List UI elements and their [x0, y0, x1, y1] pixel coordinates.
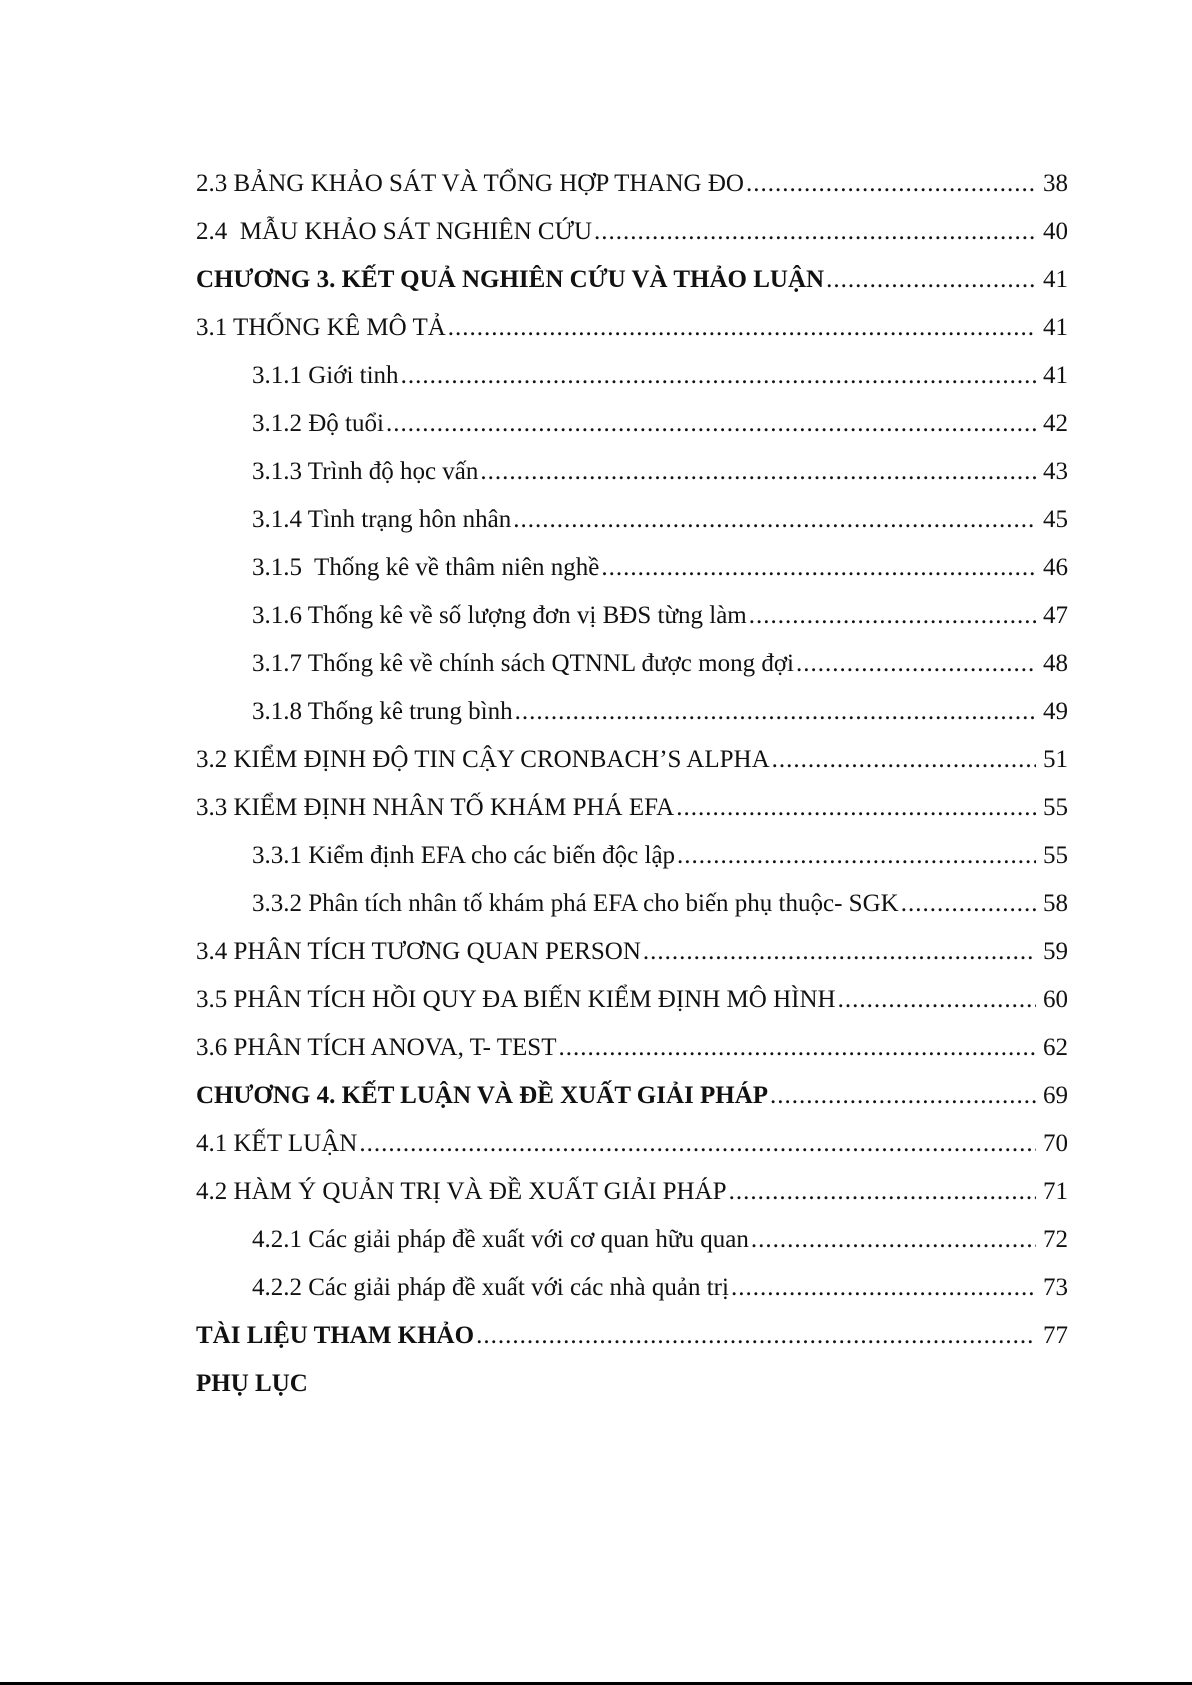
toc-entry[interactable] — [196, 1216, 1068, 1264]
toc-entry[interactable] — [196, 592, 1068, 640]
toc-entry[interactable] — [196, 688, 1068, 736]
table-of-contents — [196, 160, 1068, 1408]
toc-entry[interactable] — [196, 832, 1068, 880]
toc-dot-leader — [796, 640, 1036, 688]
toc-entry[interactable] — [196, 640, 1068, 688]
toc-entry-title: 3.1 THỐNG KÊ MÔ TẢ — [196, 314, 446, 341]
toc-page-number: 72 — [1043, 1226, 1068, 1253]
toc-page-number: 41 — [1043, 266, 1068, 293]
toc-entry[interactable] — [196, 880, 1068, 928]
toc-page-number: 62 — [1043, 1034, 1068, 1061]
toc-entry[interactable] — [196, 448, 1068, 496]
toc-entry-title: 3.1.5 Thống kê về thâm niên nghề — [252, 554, 600, 581]
toc-page-number: 59 — [1043, 938, 1068, 965]
toc-page-number: 70 — [1043, 1130, 1068, 1157]
toc-page-number: 73 — [1043, 1274, 1068, 1301]
toc-dot-leader — [480, 448, 1036, 496]
toc-entry[interactable] — [196, 736, 1068, 784]
toc-page-number: 49 — [1043, 698, 1068, 725]
toc-entry-title: 3.3 KIỂM ĐỊNH NHÂN TỐ KHÁM PHÁ EFA — [196, 794, 675, 821]
toc-entry-title: 3.4 PHÂN TÍCH TƯƠNG QUAN PERSON — [196, 938, 641, 965]
toc-entry[interactable] — [196, 352, 1068, 400]
toc-page-number: 43 — [1043, 458, 1068, 485]
toc-entry[interactable] — [196, 1120, 1068, 1168]
toc-dot-leader — [386, 400, 1036, 448]
toc-dot-leader — [359, 1120, 1036, 1168]
toc-entry-title: CHƯƠNG 4. KẾT LUẬN VÀ ĐỀ XUẤT GIẢI PHÁP — [196, 1082, 769, 1109]
toc-page-number: 58 — [1043, 890, 1068, 917]
toc-dot-leader — [601, 544, 1036, 592]
toc-page-number: 41 — [1043, 314, 1068, 341]
toc-dot-leader — [515, 688, 1036, 736]
toc-entry-title: 4.2.2 Các giải pháp đề xuất với các nhà quản trị — [252, 1274, 729, 1301]
toc-entry[interactable] — [196, 160, 1068, 208]
toc-entry-title: 3.1.8 Thống kê trung bình — [252, 698, 513, 725]
toc-entry-title: 3.1.1 Giới tinh — [252, 362, 399, 389]
toc-dot-leader — [772, 736, 1036, 784]
toc-page-number: 42 — [1043, 410, 1068, 437]
toc-entry[interactable] — [196, 1072, 1068, 1120]
toc-entry[interactable] — [196, 928, 1068, 976]
toc-dot-leader — [746, 160, 1036, 208]
toc-entry[interactable] — [196, 1360, 1068, 1408]
toc-dot-leader — [513, 496, 1036, 544]
toc-entry-title: 3.1.6 Thống kê về số lượng đơn vị BĐS từng làm — [252, 602, 747, 629]
toc-entry-title: CHƯƠNG 3. KẾT QUẢ NGHIÊN CỨU VÀ THẢO LUẬN — [196, 266, 825, 293]
toc-dot-leader — [594, 208, 1036, 256]
toc-page-number: 51 — [1043, 746, 1068, 773]
toc-page-number: 46 — [1043, 554, 1068, 581]
toc-entry[interactable] — [196, 304, 1068, 352]
toc-entry-title: 3.1.3 Trình độ học vấn — [252, 458, 479, 485]
toc-page-number: 40 — [1043, 218, 1068, 245]
toc-entry-title: 3.1.4 Tình trạng hôn nhân — [252, 506, 512, 533]
toc-entry[interactable] — [196, 400, 1068, 448]
toc-entry[interactable] — [196, 496, 1068, 544]
toc-dot-leader — [770, 1072, 1036, 1120]
toc-entry-title: 3.3.1 Kiểm định EFA cho các biến độc lập — [252, 842, 676, 869]
toc-dot-leader — [476, 1312, 1036, 1360]
toc-entry-title: 4.2 HÀM Ý QUẢN TRỊ VÀ ĐỀ XUẤT GIẢI PHÁP — [196, 1178, 727, 1205]
toc-dot-leader — [643, 928, 1036, 976]
toc-page-number: 48 — [1043, 650, 1068, 677]
toc-entry-title: 3.3.2 Phân tích nhân tố khám phá EFA cho biến phụ thuộc- SGK — [252, 890, 899, 917]
toc-entry[interactable] — [196, 1264, 1068, 1312]
toc-dot-leader — [901, 880, 1036, 928]
toc-entry-title: TÀI LIỆU THAM KHẢO — [196, 1322, 475, 1349]
toc-entry[interactable] — [196, 784, 1068, 832]
toc-page-number: 38 — [1043, 170, 1068, 197]
toc-dot-leader — [838, 976, 1036, 1024]
toc-page-number: 77 — [1043, 1322, 1068, 1349]
toc-page-number: 60 — [1043, 986, 1068, 1013]
toc-dot-leader — [677, 832, 1036, 880]
toc-entry-title: 3.1.2 Độ tuổi — [252, 410, 384, 437]
toc-page-number: 41 — [1043, 362, 1068, 389]
toc-entry[interactable] — [196, 1168, 1068, 1216]
toc-dot-leader — [676, 784, 1036, 832]
toc-entry-title: 3.1.7 Thống kê về chính sách QTNNL được mong đợi — [252, 650, 794, 677]
toc-entry-title: PHỤ LỤC — [196, 1370, 308, 1397]
toc-dot-leader — [448, 304, 1036, 352]
toc-entry-title: 4.2.1 Các giải pháp đề xuất với cơ quan hữu quan — [252, 1226, 749, 1253]
toc-entry[interactable] — [196, 1024, 1068, 1072]
toc-entry-title: 2.3 BẢNG KHẢO SÁT VÀ TỔNG HỢP THANG ĐO — [196, 170, 744, 197]
toc-dot-leader — [826, 256, 1036, 304]
toc-dot-leader — [401, 352, 1036, 400]
toc-dot-leader — [558, 1024, 1036, 1072]
toc-dot-leader — [751, 1216, 1036, 1264]
toc-entry-title: 2.4 MẪU KHẢO SÁT NGHIÊN CỨU — [196, 218, 593, 245]
toc-dot-leader — [729, 1168, 1036, 1216]
toc-entry[interactable] — [196, 208, 1068, 256]
toc-page-number: 69 — [1043, 1082, 1068, 1109]
toc-entry-title: 3.2 KIỂM ĐỊNH ĐỘ TIN CẬY CRONBACH’S ALPHA — [196, 746, 770, 773]
toc-entry[interactable] — [196, 976, 1068, 1024]
toc-entry[interactable] — [196, 544, 1068, 592]
toc-page-number: 55 — [1043, 842, 1068, 869]
toc-dot-leader — [731, 1264, 1036, 1312]
toc-page-number: 71 — [1043, 1178, 1068, 1205]
toc-page-number: 55 — [1043, 794, 1068, 821]
toc-entry[interactable] — [196, 1312, 1068, 1360]
toc-entry[interactable] — [196, 256, 1068, 304]
toc-entry-title: 4.1 KẾT LUẬN — [196, 1130, 358, 1157]
toc-page-number: 45 — [1043, 506, 1068, 533]
toc-dot-leader — [749, 592, 1036, 640]
toc-page-number: 47 — [1043, 602, 1068, 629]
toc-entry-title: 3.6 PHÂN TÍCH ANOVA, T- TEST — [196, 1034, 557, 1061]
toc-entry-title: 3.5 PHÂN TÍCH HỒI QUY ĐA BIẾN KIỂM ĐỊNH MÔ HÌNH — [196, 986, 836, 1013]
